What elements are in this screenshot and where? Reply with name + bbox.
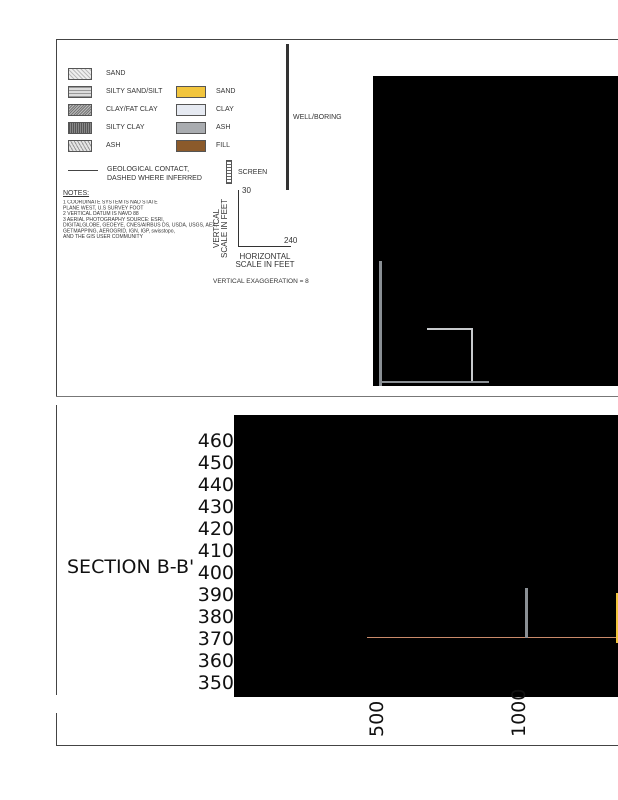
y-axis	[190, 430, 234, 694]
frame-bottom-border	[56, 745, 618, 746]
legend-colors	[176, 83, 235, 155]
horizontal-scale-caption	[228, 253, 302, 269]
note-line: 3 AERIAL PHOTOGRAPHY SOURCE: ESRI,	[63, 217, 165, 223]
horizontal-scale-bar	[238, 246, 291, 247]
y-tick-label: 360	[197, 650, 234, 672]
map-panel	[373, 76, 618, 386]
vertical-scale-value: 30	[242, 186, 251, 195]
silty-sand-pattern-swatch	[68, 86, 92, 98]
sand-color-swatch	[176, 86, 206, 98]
contact-label: GEOLOGICAL CONTACT,	[107, 166, 190, 173]
well-boring-line	[286, 44, 289, 190]
legend-item	[68, 83, 162, 101]
horizontal-scale-label: HORIZONTAL	[239, 252, 291, 261]
section-panel	[234, 415, 618, 697]
vertical-scale-label: VERTICAL	[212, 208, 221, 248]
ash-color-swatch	[176, 122, 206, 134]
legend-item	[68, 137, 162, 155]
legend-label: SAND	[216, 88, 236, 95]
y-tick-label: 400	[197, 562, 234, 584]
legend-item	[68, 65, 162, 83]
x-tick-label: 500	[366, 700, 388, 737]
legend-label: SILTY CLAY	[106, 124, 145, 131]
map-line	[381, 381, 489, 383]
legend-item	[68, 119, 162, 137]
legend-patterns	[68, 65, 162, 155]
fill-color-swatch	[176, 140, 206, 152]
legend-item	[68, 101, 162, 119]
screen-label: SCREEN	[238, 169, 268, 176]
note-line: PLANE WEST, U.S SURVEY FOOT	[63, 205, 144, 211]
y-tick-label: 440	[197, 474, 234, 496]
frame-left-border	[56, 713, 57, 746]
frame-top-border	[56, 39, 618, 40]
notes-title: NOTES:	[63, 190, 90, 197]
note-line: 1 COORDINATE SYSTEM IS NAD STATE	[63, 200, 158, 206]
y-tick-label: 410	[197, 540, 234, 562]
note-line: DIGITALGLOBE, GEOEYE, CNES/AIRBUS DS, USDA, USGS, AEX,	[63, 223, 217, 229]
legend-label: CLAY/FAT CLAY	[106, 106, 158, 113]
ground-surface-line	[367, 637, 618, 638]
y-tick-label: 380	[197, 606, 234, 628]
screen-icon	[226, 160, 232, 184]
x-tick-label: 1000	[508, 688, 530, 737]
map-line	[427, 328, 473, 330]
note-line: AND THE GIS USER COMMUNITY	[63, 234, 143, 240]
y-tick-label: 370	[197, 628, 234, 650]
note-line: 2 VERTICAL DATUM IS NAVD 88	[63, 211, 139, 217]
section-title: SECTION B-B'	[67, 556, 195, 578]
frame-divider	[56, 396, 618, 397]
y-tick-label: 450	[197, 452, 234, 474]
well-boring-line	[525, 588, 528, 638]
contact-label: DASHED WHERE INFERRED	[107, 175, 202, 182]
silty-clay-pattern-swatch	[68, 122, 92, 134]
legend-item	[176, 83, 235, 101]
frame-left-border	[56, 39, 57, 396]
y-tick-label: 390	[197, 584, 234, 606]
y-tick-label: 420	[197, 518, 234, 540]
clay-pattern-swatch	[68, 104, 92, 116]
frame-left-border	[56, 405, 57, 695]
y-tick-label: 430	[197, 496, 234, 518]
map-line	[471, 328, 473, 382]
legend-label: ASH	[106, 142, 121, 149]
map-line	[379, 261, 382, 386]
geological-contact-line	[68, 170, 98, 171]
legend-item	[176, 119, 235, 137]
sand-pattern-swatch	[68, 68, 92, 80]
legend-label: SILTY SAND/SILT	[106, 88, 163, 95]
horizontal-scale-value: 240	[284, 236, 298, 245]
y-tick-label: 460	[197, 430, 234, 452]
vertical-scale-bar	[238, 190, 239, 247]
horizontal-scale-label: SCALE IN FEET	[235, 260, 295, 269]
vertical-exaggeration-label: VERTICAL EXAGGERATION = 8	[213, 278, 309, 285]
legend-label: CLAY	[216, 106, 234, 113]
legend-item	[176, 101, 235, 119]
note-line: GETMAPPING, AEROGRID, IGN, IGP, swisstopo,	[63, 228, 175, 234]
legend-label: ASH	[216, 124, 231, 131]
legend-item	[176, 137, 235, 155]
ash-pattern-swatch	[68, 140, 92, 152]
y-tick-label: 350	[197, 672, 234, 694]
clay-color-swatch	[176, 104, 206, 116]
legend-label: SAND	[106, 70, 126, 77]
vertical-scale-label: SCALE IN FEET	[220, 198, 229, 258]
vertical-scale-caption	[213, 199, 229, 258]
notes-list	[63, 200, 217, 240]
well-boring-label: WELL/BORING	[293, 114, 342, 121]
legend-label: FILL	[216, 142, 231, 149]
